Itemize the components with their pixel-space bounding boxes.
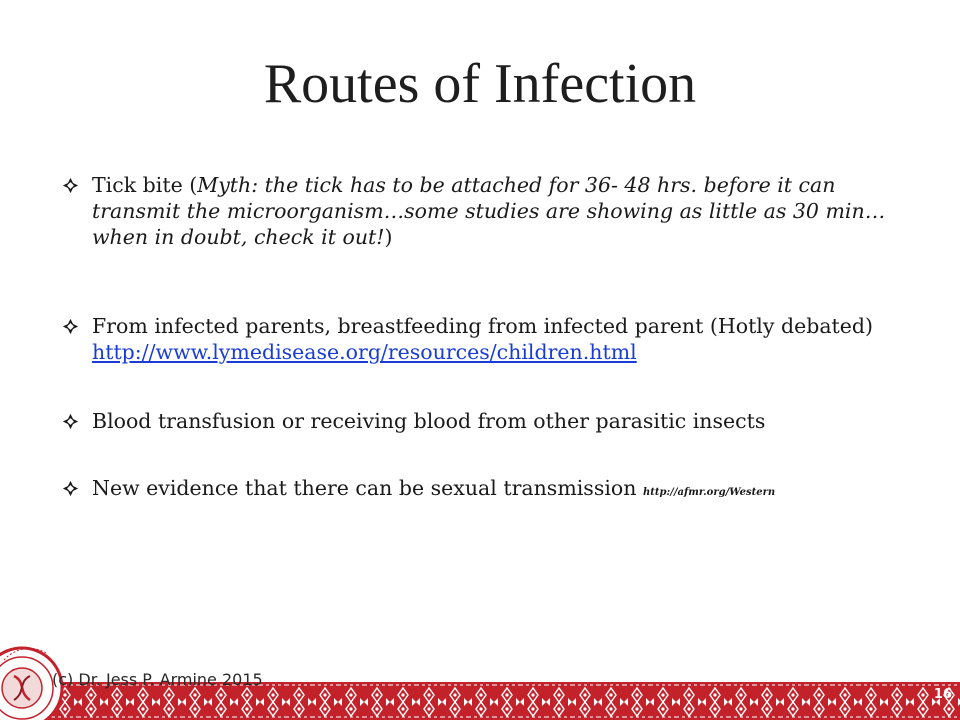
bullet-tick-bite (62, 172, 902, 250)
source-citation: http://afmr.org/Western (642, 487, 776, 498)
copyright-text: (c) Dr. Jess P. Armine 2015 (52, 670, 263, 689)
bullet-text-end: ) (384, 225, 393, 249)
bullet-text: Blood transfusion or receiving blood from other parasitic insects (92, 409, 766, 433)
diamond-bullet-icon (62, 177, 79, 194)
bullet-blood-transfusion (62, 408, 902, 434)
bullet-italic-text: Myth: the tick has to be attached for 36- 48 hrs. before it can transmit the microorganism…some studies are showing as little as 30 min…when in doubt, check it out! (92, 173, 886, 249)
bullet-infected-parents (62, 313, 902, 365)
slide-title: Routes of Infection (263, 53, 697, 115)
bullet-text: Tick bite ( (92, 173, 198, 197)
diamond-bullet-icon (62, 318, 79, 335)
bullet-list (62, 172, 902, 506)
diamond-bullet-icon (62, 480, 79, 497)
bullet-text: New evidence that there can be sexual transmission (92, 476, 643, 500)
diamond-bullet-icon (62, 413, 79, 430)
page-number: 16 (933, 687, 952, 702)
bullet-sexual-transmission (62, 475, 902, 506)
lymedisease-link[interactable]: http://www.lymedisease.org/resources/children.html (92, 340, 637, 364)
bullet-text: From infected parents, breastfeeding from infected parent (Hotly debated) (92, 314, 874, 338)
